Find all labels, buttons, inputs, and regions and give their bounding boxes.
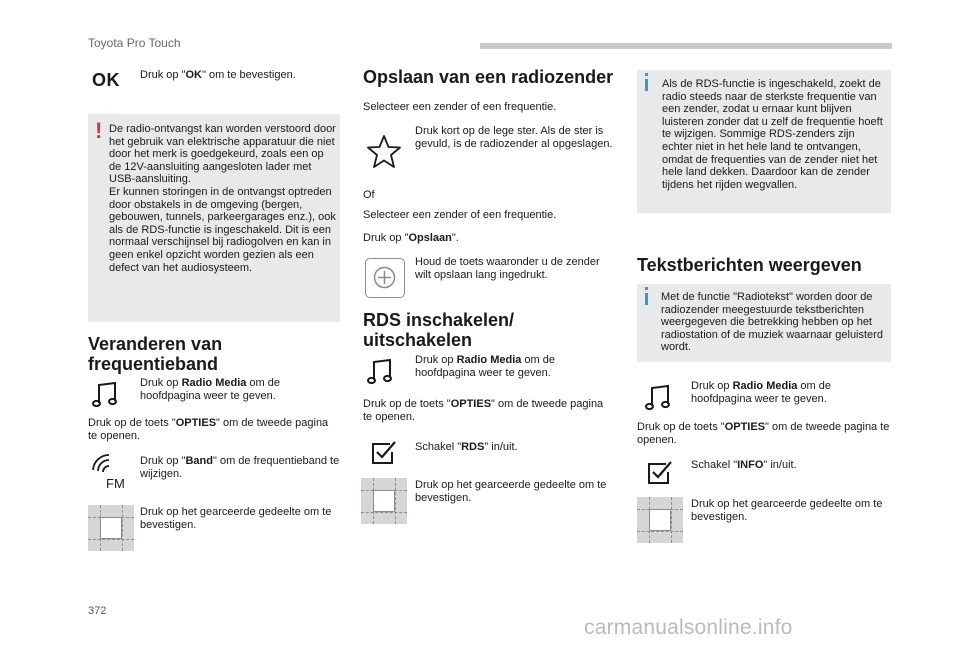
star-icon (365, 133, 403, 171)
rds-step-radio-media: Druk op Radio Media om de hoofdpagina weer te geven. (415, 354, 556, 379)
text-step-options: Druk op de toets "OPTIES" om de tweede pagina te openen. (637, 421, 890, 446)
section-heading-text-messages: Tekstberichten weergeven (637, 255, 862, 275)
freq-step-confirm: Druk op het gearceerde gedeelte om te bevestigen. (140, 506, 332, 531)
section-heading-rds: RDS inschakelen/ uitschakelen (363, 310, 515, 350)
section-heading-frequency-band: Veranderen van frequentieband (88, 334, 223, 374)
text-step-radio-media: Druk op Radio Media om de hoofdpagina weer te geven. (691, 380, 832, 405)
info-rds-text: Als de RDS-functie is ingeschakeld, zoekt de radio steeds naar de sterkste frequentie van een zender, zodat u ernaar kunt blijven luisteren zonder dat u zelf de frequentie hoeft te wijzigen. Sommige RDS-zenders zijn echter niet in het hele land te ontvangen, omdat de frequenties van de zender niet het hele land dekken. Daardoor kan de zender tijdens het rijden wegvallen. (662, 78, 883, 191)
rds-step-options: Druk op de toets "OPTIES" om de tweede pagina te openen. (363, 398, 604, 423)
music-note-icon (643, 381, 675, 413)
footer-watermark: carmanualsonline.info (584, 616, 793, 639)
info-note-radiotext (637, 284, 891, 362)
rds-step-confirm: Druk op het gearceerde gedeelte om te bevestigen. (415, 479, 607, 504)
text-step-toggle: Schakel "INFO" in/uit. (691, 459, 797, 471)
header-divider-bar (480, 43, 892, 49)
manual-header-title: Toyota Pro Touch (88, 36, 181, 50)
freq-step-options: Druk op de toets "OPTIES" om de tweede pagina te openen. (88, 417, 329, 442)
freq-step-band: Druk op "Band" om de frequentieband te wijzigen. (140, 455, 340, 480)
info-icon (645, 79, 648, 91)
save-press-opslaan: Druk op "Opslaan". (363, 232, 459, 244)
save-select-station: Selecteer een zender of een frequentie. (363, 101, 557, 113)
music-note-icon (365, 355, 397, 387)
text-step-confirm: Druk op het gearceerde gedeelte om te bevestigen. (691, 498, 883, 523)
ok-instruction: Druk op "OK" om te bevestigen. (140, 69, 296, 81)
freq-step-radio-media: Druk op Radio Media om de hoofdpagina weer te geven. (140, 377, 281, 402)
shaded-area-icon (88, 505, 134, 551)
shaded-area-icon (637, 497, 683, 543)
save-select-station-2: Selecteer een zender of een frequentie. (363, 209, 557, 221)
info-radiotext-text: Met de functie "Radiotekst" worden door de radiozender meegestuurde tekstberichten weergegeven die betrekking hebben op het radiostation of de muziek waarnaar geluisterd wordt. (661, 291, 883, 354)
shaded-area-icon (361, 478, 407, 524)
rds-step-toggle: Schakel "RDS" in/uit. (415, 441, 518, 453)
checkbox-toggle-icon (370, 438, 398, 466)
save-hold-preset: Houd de toets waaronder u de zender wilt opslaan lang ingedrukt. (415, 256, 600, 281)
info-icon (645, 293, 648, 305)
save-or-label: Of (363, 189, 375, 201)
save-star-instruction: Druk kort op de lege ster. Als de ster is gevuld, is de radiozender al opgeslagen. (415, 125, 613, 150)
warning-text: De radio-ontvangst kan worden verstoord door het gebruik van elektrische apparatuur die niet door het merk is goedgekeurd, zoals een op de 12V-aansluiting aangesloten lader met USB-aansluiting. Er kunnen storingen in de ontvangst optreden door obstakels in de omgeving (bergen, gebouwen, tunnels, parkeergarages enz.), ook als de RDS-functie is ingeschakeld. Dit is een normaal verschijnsel bij radiogolven en kan in geen enkel opzicht worden gezien als een defect van het audiosysteem. (109, 123, 336, 274)
music-note-icon (90, 378, 122, 410)
fm-band-icon (88, 452, 128, 492)
section-heading-save-station: Opslaan van een radiozender (363, 67, 614, 87)
info-note-rds (637, 70, 891, 213)
page-number: 372 (88, 605, 107, 617)
checkbox-toggle-icon (646, 458, 674, 486)
warning-note (88, 114, 340, 322)
ok-icon: OK (92, 70, 120, 90)
svg-text:FM: FM (106, 476, 125, 491)
preset-plus-icon (365, 258, 405, 298)
warning-exclamation-icon: ! (95, 118, 103, 143)
